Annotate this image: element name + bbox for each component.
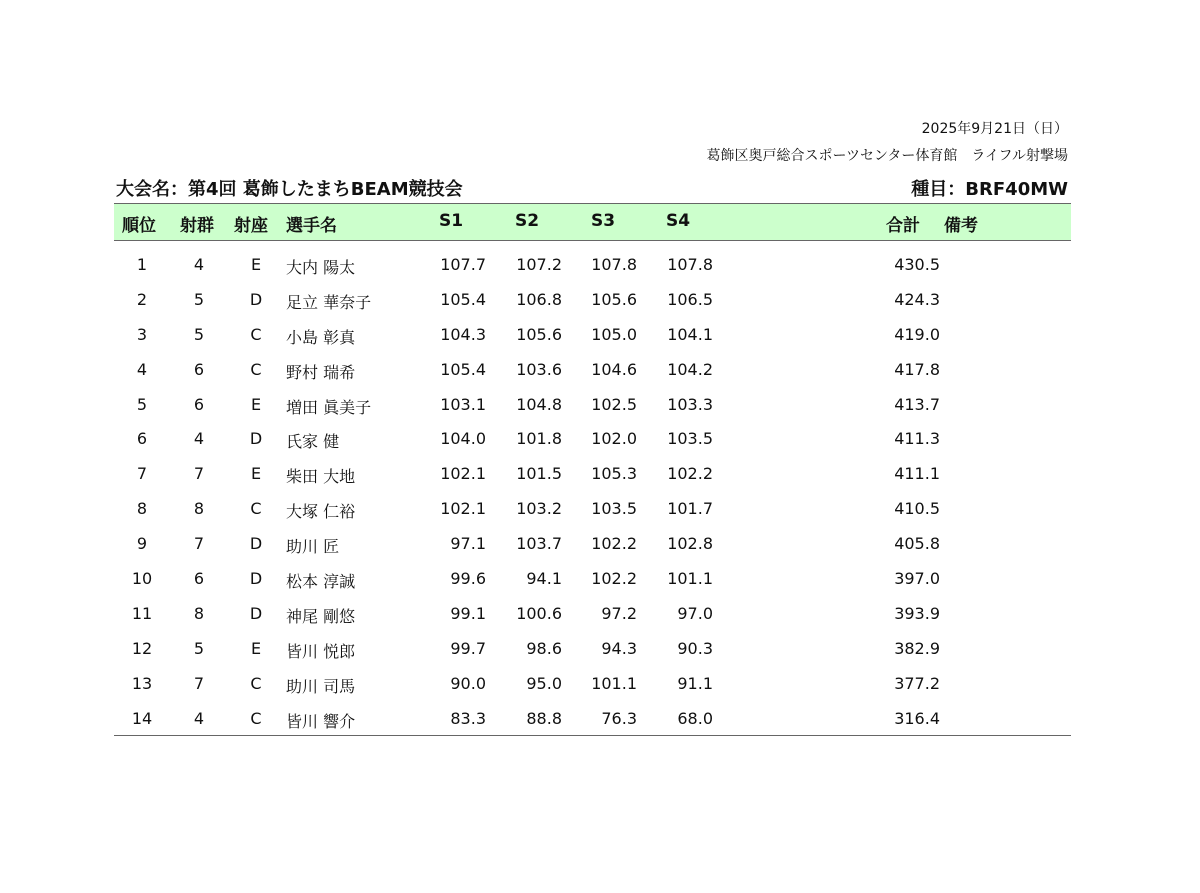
cell-seat: D (249, 429, 263, 449)
cell-s4: 102.8 (667, 534, 713, 554)
table-header (114, 203, 1071, 241)
cell-s1: 83.3 (450, 708, 486, 728)
table-row (114, 421, 1071, 456)
cell-group: 6 (193, 569, 205, 589)
cell-rank: 3 (136, 324, 148, 344)
cell-s3: 97.2 (601, 603, 637, 623)
cell-s3: 102.0 (591, 429, 637, 449)
cell-total: 417.8 (894, 359, 940, 379)
cell-s1: 104.3 (440, 324, 486, 344)
cell-group: 8 (193, 603, 205, 623)
cell-rank: 7 (136, 464, 148, 484)
cell-s4: 106.5 (667, 289, 713, 309)
cell-s3: 76.3 (601, 708, 637, 728)
cell-rank: 4 (136, 359, 148, 379)
cell-s1: 102.1 (440, 499, 486, 519)
cell-total: 397.0 (894, 569, 940, 589)
table-row (114, 282, 1071, 317)
cell-seat: E (250, 255, 262, 274)
cell-s4: 101.1 (667, 569, 713, 589)
header-group: 射群 (180, 216, 214, 236)
venue: 葛飾区奥戸総合スポーツセンター体育館 ライフル射撃場 (706, 148, 1068, 164)
cell-s2: 104.8 (516, 394, 562, 414)
cell-s1: 104.0 (440, 429, 486, 449)
cell-s3: 103.5 (591, 499, 637, 519)
cell-rank: 1 (136, 255, 148, 274)
cell-s4: 103.5 (667, 429, 713, 449)
table-row (114, 596, 1071, 631)
cell-s2: 107.2 (516, 255, 562, 274)
results-table (114, 203, 1071, 736)
cell-s3: 102.2 (591, 534, 637, 554)
cell-s3: 107.8 (591, 255, 637, 274)
cell-seat: D (249, 289, 263, 309)
cell-group: 5 (193, 638, 205, 658)
cell-s3: 105.0 (591, 324, 637, 344)
cell-group: 4 (193, 708, 205, 728)
cell-total: 382.9 (894, 638, 940, 658)
cell-seat: D (249, 569, 263, 589)
table-body (114, 241, 1071, 736)
cell-s2: 103.2 (516, 499, 562, 519)
cell-name: 助川 匠 (286, 537, 340, 557)
cell-s4: 107.8 (667, 255, 713, 274)
event-name: 種目：BRF40MW (911, 179, 1068, 200)
table-row (114, 247, 1071, 282)
cell-total: 411.1 (894, 464, 940, 484)
table-row (114, 456, 1071, 491)
cell-seat: C (250, 673, 262, 693)
cell-seat: D (249, 603, 263, 623)
cell-s1: 105.4 (440, 289, 486, 309)
cell-name: 皆川 響介 (286, 711, 356, 731)
date: 2025年9月21日（日） (921, 121, 1068, 137)
cell-total: 405.8 (894, 534, 940, 554)
cell-s1: 97.1 (450, 534, 486, 554)
cell-s3: 105.3 (591, 464, 637, 484)
header-seat: 射座 (234, 216, 268, 236)
cell-s2: 105.6 (516, 324, 562, 344)
cell-s4: 102.2 (667, 464, 713, 484)
cell-seat: C (250, 324, 262, 344)
cell-rank: 11 (131, 603, 153, 623)
cell-name: 大内 陽太 (286, 258, 356, 277)
cell-s3: 105.6 (591, 289, 637, 309)
cell-s2: 103.6 (516, 359, 562, 379)
header-rank: 順位 (122, 216, 156, 236)
cell-seat: E (250, 638, 262, 658)
cell-total: 413.7 (894, 394, 940, 414)
cell-s2: 88.8 (526, 708, 562, 728)
cell-group: 7 (193, 534, 205, 554)
header-note: 備考 (944, 216, 978, 236)
cell-s1: 103.1 (440, 394, 486, 414)
cell-total: 430.5 (894, 255, 940, 274)
cell-group: 7 (193, 673, 205, 693)
cell-s2: 95.0 (526, 673, 562, 693)
cell-rank: 2 (136, 289, 148, 309)
cell-rank: 12 (131, 638, 153, 658)
header-s1: S1 (439, 211, 464, 231)
cell-seat: E (250, 394, 262, 414)
competition-title: 大会名：第4回 葛飾したまちBEAM競技会 (116, 179, 463, 200)
cell-s4: 104.1 (667, 324, 713, 344)
cell-s1: 99.7 (450, 638, 486, 658)
cell-s3: 102.2 (591, 569, 637, 589)
cell-group: 5 (193, 289, 205, 309)
header-s2: S2 (515, 211, 540, 231)
cell-s2: 106.8 (516, 289, 562, 309)
table-row (114, 387, 1071, 422)
cell-group: 8 (193, 499, 205, 519)
table-row (114, 561, 1071, 596)
cell-total: 411.3 (894, 429, 940, 449)
cell-rank: 6 (136, 429, 148, 449)
cell-name: 野村 瑞希 (286, 362, 356, 382)
cell-s1: 105.4 (440, 359, 486, 379)
cell-group: 6 (193, 394, 205, 414)
cell-s3: 104.6 (591, 359, 637, 379)
cell-group: 6 (193, 359, 205, 379)
cell-group: 4 (193, 255, 205, 274)
cell-s1: 99.1 (450, 603, 486, 623)
cell-rank: 10 (131, 569, 153, 589)
cell-s1: 99.6 (450, 569, 486, 589)
cell-name: 助川 司馬 (286, 676, 356, 696)
cell-seat: E (250, 464, 262, 484)
cell-rank: 5 (136, 394, 148, 414)
cell-s4: 90.3 (677, 638, 713, 658)
cell-s4: 68.0 (677, 708, 713, 728)
cell-s2: 94.1 (526, 569, 562, 589)
header-total: 合計 (886, 216, 920, 236)
cell-s4: 104.2 (667, 359, 713, 379)
table-row (114, 352, 1071, 387)
cell-seat: C (250, 359, 262, 379)
cell-rank: 9 (136, 534, 148, 554)
cell-group: 7 (193, 464, 205, 484)
cell-s2: 101.8 (516, 429, 562, 449)
table-row (114, 526, 1071, 561)
cell-name: 小島 彰真 (286, 327, 356, 347)
cell-s3: 102.5 (591, 394, 637, 414)
table-row (114, 701, 1071, 736)
cell-s2: 100.6 (516, 603, 562, 623)
cell-s2: 101.5 (516, 464, 562, 484)
cell-name: 足立 華奈子 (286, 292, 372, 312)
header-s3: S3 (591, 211, 616, 231)
table-row (114, 491, 1071, 526)
cell-seat: C (250, 499, 262, 519)
cell-s3: 94.3 (601, 638, 637, 658)
cell-rank: 14 (131, 708, 153, 728)
cell-total: 419.0 (894, 324, 940, 344)
cell-total: 410.5 (894, 499, 940, 519)
table-row (114, 317, 1071, 352)
cell-s1: 102.1 (440, 464, 486, 484)
cell-group: 4 (193, 429, 205, 449)
cell-total: 393.9 (894, 603, 940, 623)
table-row (114, 631, 1071, 666)
cell-s4: 101.7 (667, 499, 713, 519)
cell-s1: 90.0 (450, 673, 486, 693)
cell-name: 増田 眞美子 (286, 397, 372, 417)
cell-total: 377.2 (894, 673, 940, 693)
cell-name: 氏家 健 (286, 432, 340, 452)
cell-total: 424.3 (894, 289, 940, 309)
cell-name: 皆川 悦郎 (286, 641, 356, 661)
header-s4: S4 (666, 211, 691, 231)
cell-s4: 97.0 (677, 603, 713, 623)
cell-seat: D (249, 534, 263, 554)
cell-group: 5 (193, 324, 205, 344)
cell-s3: 101.1 (591, 673, 637, 693)
cell-s1: 107.7 (440, 255, 486, 274)
table-row (114, 666, 1071, 701)
cell-s2: 98.6 (526, 638, 562, 658)
header-name: 選手名 (286, 216, 337, 236)
cell-name: 神尾 剛悠 (286, 606, 356, 626)
cell-name: 松本 淳誠 (286, 572, 356, 592)
cell-rank: 13 (131, 673, 153, 693)
cell-s2: 103.7 (516, 534, 562, 554)
cell-rank: 8 (136, 499, 148, 519)
cell-name: 大塚 仁裕 (286, 502, 356, 522)
cell-seat: C (250, 708, 262, 728)
cell-total: 316.4 (894, 708, 940, 728)
cell-name: 柴田 大地 (286, 467, 356, 487)
cell-s4: 103.3 (667, 394, 713, 414)
cell-s4: 91.1 (677, 673, 713, 693)
